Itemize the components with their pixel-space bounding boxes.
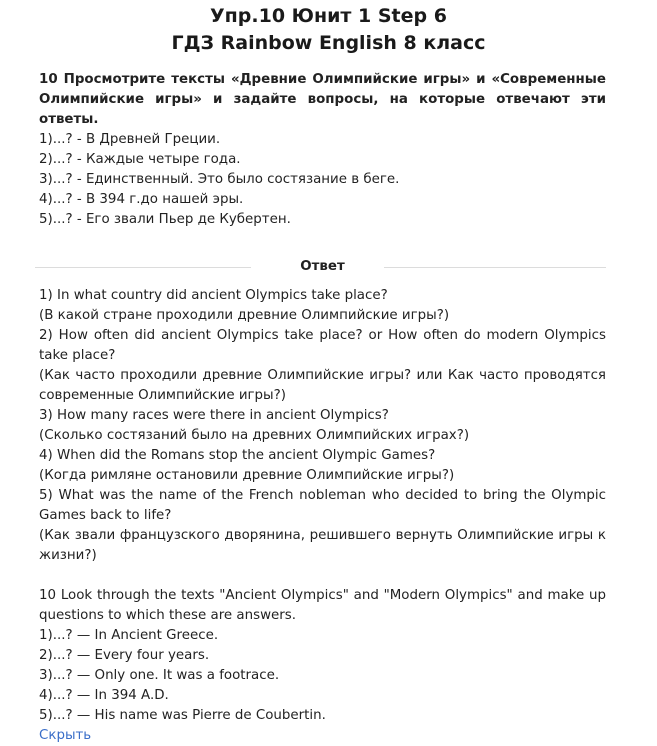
divider-rule-right [384,267,606,268]
task-item: 4)...? - В 394 г.до нашей эры. [39,192,244,207]
task-item: 1)...? - В Древней Греции. [39,132,221,147]
answer-line: (В какой стране проходили древние Олимпийские игры?) [39,308,450,323]
task-item: 3)...? - Единственный. Это было состязание в беге. [39,172,400,187]
answer-list [39,286,606,746]
translation-item: 5)...? — His name was Pierre de Coubertin. [39,708,326,723]
page-title [0,3,657,57]
answer-line: (Как звали французского дворянина, решившего вернуть Олимпийские игры к жизни?) [39,528,606,563]
answer-line: (Как часто проходили древние Олимпийские игры? или Как часто проводятся современные Олимпийские игры?) [39,368,606,403]
task-item: 2)...? - Каждые четыре года. [39,152,241,167]
translation-item: 2)...? — Every four years. [39,648,210,663]
hide-link[interactable]: Скрыть [39,728,92,743]
answer-line: 2) How often did ancient Olympics take place? or How often do modern Olympics take place? [39,328,606,363]
answer-line: (Сколько состязаний было на древних Олимпийских играх?) [39,428,470,443]
answer-line: (Когда римляне остановили древние Олимпийские игры?) [39,468,455,483]
task-items-list [39,130,606,230]
answer-line: 1) In what country did ancient Olympics take place? [39,288,388,303]
answer-line: 3) How many races were there in ancient Olympics? [39,408,389,423]
translation-item: 4)...? — In 394 A.D. [39,688,169,703]
translation-item: 1)...? — In Ancient Greece. [39,628,219,643]
exercise-content [39,70,606,746]
spacer [39,566,606,586]
answer-heading: Ответ [300,259,345,274]
answer-line: 5) What was the name of the French nobleman who decided to bring the Olympic Games back to life? [39,488,606,523]
page-title-line-2: ГДЗ Rainbow English 8 класс [171,32,486,54]
answer-divider [39,256,606,280]
page-title-line-1: Упр.10 Юнит 1 Step 6 [210,5,447,27]
task-item: 5)...? - Его звали Пьер де Кубертен. [39,212,291,227]
answer-line: 4) When did the Romans stop the ancient Olympic Games? [39,448,436,463]
task-instruction: 10 Просмотрите тексты «Древние Олимпийские игры» и «Современные Олимпийские игры» и задайте вопросы, на которые отвечают эти ответы. [39,72,606,127]
translation-item: 3)...? — Only one. It was a footrace. [39,668,280,683]
translation-instruction: 10 Look through the texts "Ancient Olympics" and "Modern Olympics" and make up questions to which these are answers. [39,588,606,623]
